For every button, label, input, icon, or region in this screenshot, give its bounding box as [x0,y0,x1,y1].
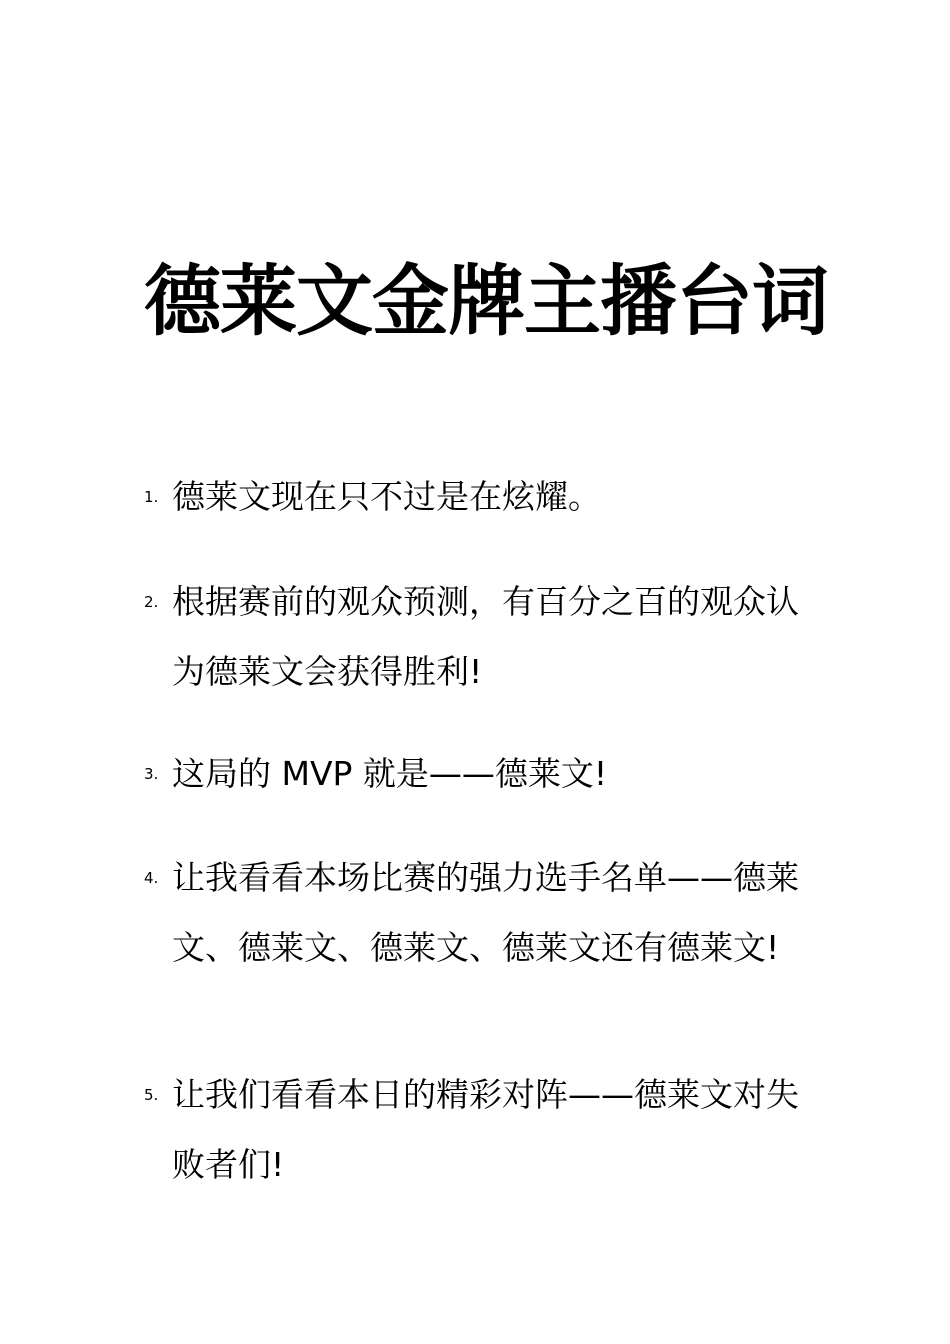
list-item-text: 德莱文现在只不过是在炫耀。 [172,477,601,516]
list-item-number: 2. [144,593,159,611]
list-item-text: 根据赛前的观众预测，有百分之百的观众认为德莱文会获得胜利! [172,582,799,691]
list-item-number: 5. [144,1086,159,1104]
list-item-text: 让我看看本场比赛的强力选手名单——德莱文、德莱文、德莱文、德莱文还有德莱文! [172,858,799,967]
list-item-text: 让我们看看本日的精彩对阵——德莱文对失败者们! [172,1075,799,1184]
list-item-number: 4. [144,869,159,887]
list-item-number: 1. [144,488,159,506]
list-item-text: 这局的 MVP 就是——德莱文! [172,754,608,793]
document-title: 德莱文金牌主播台词 [144,258,828,347]
list-item-number: 3. [144,765,159,783]
